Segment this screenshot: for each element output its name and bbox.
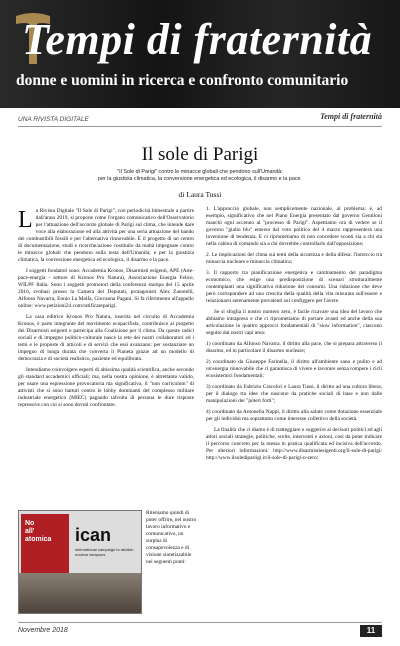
paragraph: 3. Il rapporto tra pianificazione energetica e cambiamento del paradigma economico, che esige una predisposizione di scenari strutturalmente contemplanti una significativa riduzione dei consumi. Una riduzione che deve però corrispondere ad una crescita della qualità della vita misurata sull'essere e relazionarsi serenamente prevalenti sul configgere per l'avere. (206, 270, 382, 304)
article-subtitle-line: "Il Sole di Parigi" contro le minacce globali che pendono sull'Umanità: (117, 169, 283, 175)
ican-logo: ican (75, 525, 112, 545)
paragraph: La finalità che ci diamo è di tratteggiare e suggerire ai decisori politici ed agli attori sociali strategie, politiche, scelte, interventi e azioni, così da poter indicare il percorso concreto per la messa in pratica qualificata ed incisiva dell'accordo. Per ulteriori informazioni: http://www.disarmistiesigenti.org/il-sole-di-parigi/ http://www.ilsoledipariigi.it/il-sole-di-parigi-n-zero/ (206, 427, 382, 461)
paragraph: I soggetti fondatori sono: Accademia Kronos, Disarmisti esigenti, APE (Arte-pace-energia - settore di Kronos Pro Natura), Associazione Energia Felice, WILPF Italia. Sono i soggetti promotori della conferenza stampa del 15 aprile 2016, svoltasi presso la Camera dei Deputati, protagonisti Alex Zanotelli, Alfonso Navarra, Ennio La Malfa, Giovanna Pagani. Si fa riferimento all'appello online: www.petizioni24.com/ratificareparigi. (18, 268, 194, 309)
dropcap: L (18, 207, 33, 233)
paragraph: 1) coordinato da Alfonso Navarra, il diritto alla pace, che si prepara attraverso il disarmo, ed in particolare il disarmo nucleare; (206, 341, 382, 354)
right-column (206, 206, 382, 466)
brand-label: Tempi di fraternità (320, 112, 382, 121)
left-column (18, 208, 194, 413)
issue-date: Novembre 2018 (18, 627, 68, 634)
page-number: 11 (360, 625, 382, 637)
crowd-image (19, 573, 142, 614)
footer-divider (18, 622, 382, 623)
banner-line: all' (25, 528, 35, 535)
protest-banner (21, 514, 69, 578)
paragraph: Intendiamo coinvolgere esperti di altissima qualità scientifica, anche secondo gli standard accademici ufficiali; ma, nella nostra opinione, è altrettanto valido, per usare una espressione provocatoria ma significativa, il "non curriculum" di attivisti che si sono battuti contro le lobby dominanti del complesso militare industriale energetico (MIEC) pagando talvolta di persona le dure risposte repressive con cui si sono dovuti confrontare. (18, 367, 194, 408)
article-byline: di Laura Tussi (178, 190, 222, 199)
banner-line: atomica (25, 536, 52, 543)
masthead (0, 0, 400, 108)
header-divider (18, 126, 382, 127)
ican-logo-subtitle: international campaign to abolish nuclear weapons (75, 547, 134, 557)
masthead-title: Tempi di fraternità (22, 15, 373, 64)
article-subtitle-line: per la giustizia climatica, la conversione energetica ed ecologica, il disarmo e la pace. (97, 176, 303, 182)
paragraph: Se si sfoglia il nostro numero zero, è facile ricavare una idea del lavoro che abbiamo intrapreso e che ci riprometiamo di portare avanti ed anche della sua articolazione in quattro approcci fondamentali di "slow information", ciascuno seguito dai nostri capi area: (206, 309, 382, 336)
article-title: Il sole di Parigi (141, 144, 259, 165)
masthead-subtitle: donne e uomini in ricerca e confronto comunitario (16, 72, 349, 89)
paragraph: 1. L'approccio globale, non semplicemente nazionale, al problema: è, ad esempio, significativo che nel Piano Energia presentato dal governo Gentiloni manchi ogni accenno al "processo di Parigi". Aspettiamo ora di vedere se il governo "giallo blu" emerso dal voto politico del 4 marzo rappresenterà una inversione di tendenza. E ci riprometiamo di non concedere sconti sia a chi sta nella cabina di comando sia a chi dovrebbe controllarlo dall'opposizione; (206, 206, 382, 247)
paragraph: 3) coordinato da Fabrizio Cracolici e Laura Tussi, il diritto ad una cultura libera, per il dialogo tra idee che nascono da pratiche sociali di base e non dalle manipolazioni dei "poteri forti"; (206, 384, 382, 404)
paragraph: La Rivista Digitale "Il Sole di Parigi", con periodicità bimestrale a partire dall'anno 2019, si propone come l'organo comunicativo dell'Osservatorio per l'attuazione dell'accordo globale di Parigi sul clima, che intende dare voce alla elaborazione ed alla attività per una seria attuazione del bando dei combustibili fossili e per l'alternativa rinnovabile. È il progetto di un centro di documentazione, studi e ricerche/azione costituito da realtà impegnate contro le minacce globali che pendono sulla testa dell'Umanità; e per la giustizia climatica, la conversione energetica ed ecologica, il disarmo e la pace. (18, 207, 194, 263)
paragraph: La casa editrice Kronos Pro Natura, inserita nel circuito di Accademia Kronos, è parte integrante del movimento ecopacifista, contribuisce al progetto dei Disarmisti esigenti e partecipa alla Coalizione per il clima. Da queste radici sociali e di impegno politico-culturale nasce la rete dei nostri collaboratori ed i temi e le proposte di articoli e di servizi che essi avanzano: per sostanziare un impegno di lunga durata che converta il Pianeta grazie ad un modello di democrazia e di società realistico, paziente ed equilibrato. (18, 314, 194, 362)
side-paragraph: Riteniamo quindi di poter offrire, nel nostro lavoro informativo e comunicativo, un surplus di consapevolezza e di visione sintetizzabile nei seguenti punti: (146, 510, 197, 565)
ican-protest-photo (18, 510, 142, 614)
paragraph: 2) coordinato da Giuseppe Farinella, il diritto all'ambiente sano e pulito e ad un'energia rinnovabile che ci garantisca di vivere e lavorare senza rompere i cicli ecosistemici fondamentali; (206, 359, 382, 379)
paragraph: 2. Le implicazioni del clima sui temi della sicurezza e della difesa: l'intreccio tra minaccia nucleare e minaccia climatica; (206, 252, 382, 265)
banner-line: No (25, 520, 35, 527)
paragraph: 4) coordinato da Antonella Nappi, il diritto alla salute come dotazione essenziale per gli individui ma soprattutto come interesse collettivo della società. (206, 409, 382, 422)
article-subtitle (40, 169, 360, 183)
section-label: UNA RIVISTA DIGITALE (18, 116, 89, 123)
